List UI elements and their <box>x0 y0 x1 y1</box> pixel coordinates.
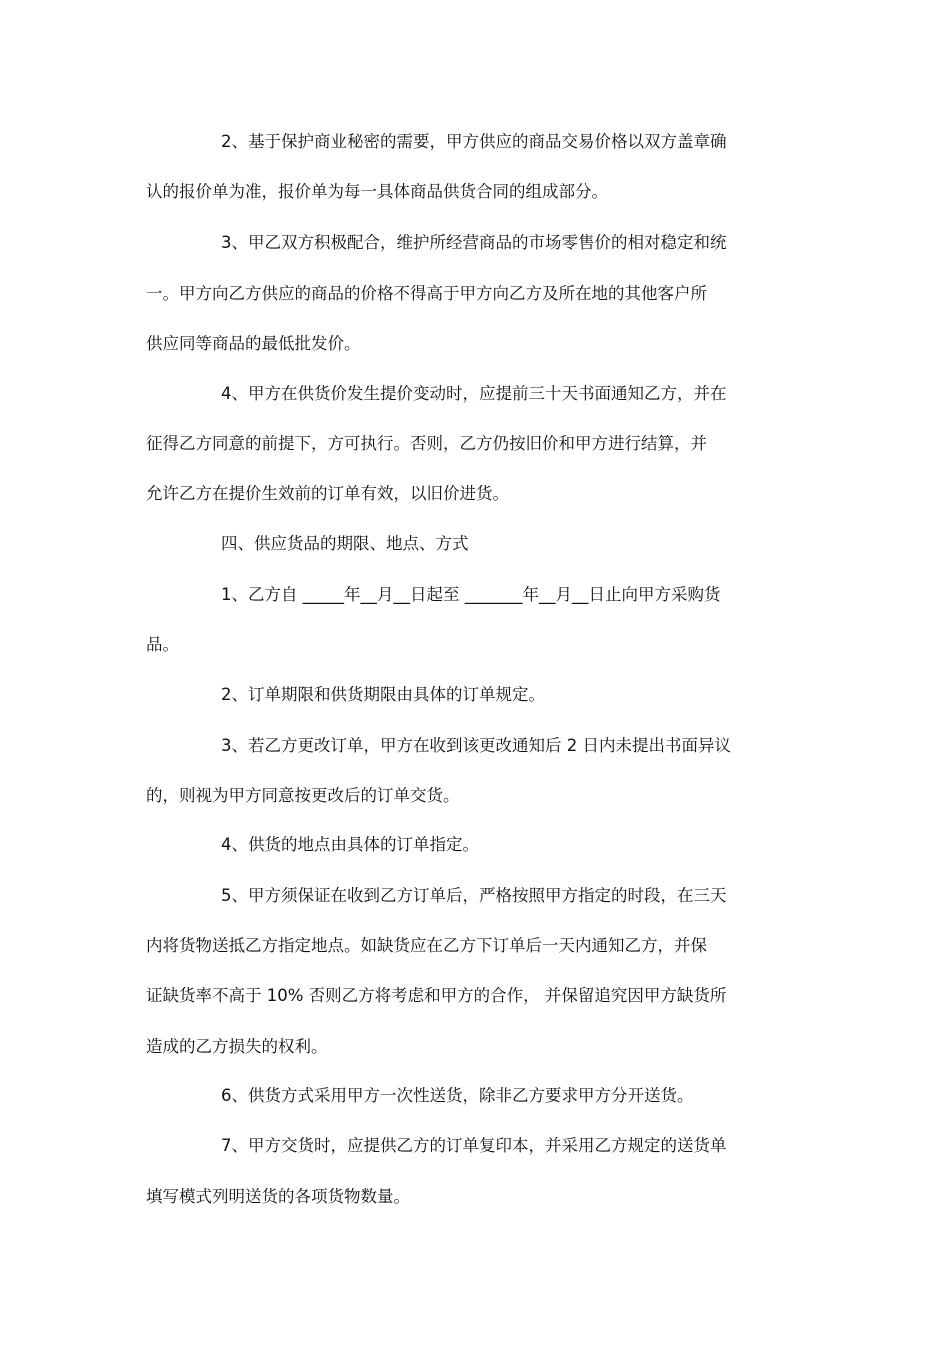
text-line: 6、供货方式采用甲方一次性送货，除非乙方要求甲方分开送货。 <box>221 1086 694 1105</box>
text-line: 填写模式列明送货的各项货物数量。 <box>146 1187 410 1206</box>
text-line: 证缺货率不高于 10% 否则乙方将考虑和甲方的合作， 并保留追究因甲方缺货所 <box>146 986 727 1005</box>
text-line: 认的报价单为准，报价单为每一具体商品供货合同的组成部分。 <box>146 182 608 201</box>
text-line: 一。甲方向乙方供应的商品的价格不得高于甲方向乙方及所在地的其他客户所 <box>146 284 707 303</box>
text-line: 品。 <box>146 635 179 654</box>
text-line: 2、基于保护商业秘密的需要，甲方供应的商品交易价格以双方盖章确 <box>221 132 727 151</box>
text-line: 3、甲乙双方积极配合，维护所经营商品的市场零售价的相对稳定和统 <box>221 233 727 252</box>
text-line: 5、甲方须保证在收到乙方订单后，严格按照甲方指定的时段，在三天 <box>221 886 727 905</box>
text-line: 内将货物送抵乙方指定地点。如缺货应在乙方下订单后一天内通知乙方，并保 <box>146 936 707 955</box>
text-line: 的，则视为甲方同意按更改后的订单交货。 <box>146 786 460 805</box>
text-line: 3、若乙方更改订单，甲方在收到该更改通知后 2 日内未提出书面异议 <box>221 736 731 755</box>
text-line: 2、订单期限和供货期限由具体的订单规定。 <box>221 685 545 704</box>
text-line: 征得乙方同意的前提下，方可执行。否则，乙方仍按旧价和甲方进行结算，并 <box>146 434 707 453</box>
section-heading: 四、供应货品的期限、地点、方式 <box>221 534 469 553</box>
text-line: 4、供货的地点由具体的订单指定。 <box>221 835 479 854</box>
text-line: 7、甲方交货时，应提供乙方的订单复印本，并采用乙方规定的送货单 <box>221 1136 727 1155</box>
text-line: 供应同等商品的最低批发价。 <box>146 334 361 353</box>
text-line: 允许乙方在提价生效前的订单有效，以旧价进货。 <box>146 484 509 503</box>
text-line: 4、甲方在供货价发生提价变动时，应提前三十天书面通知乙方，并在 <box>221 384 727 403</box>
text-line: 1、乙方自 _____年__月__日起至 _______年__月__日止向甲方采购货 <box>221 585 721 604</box>
text-line: 造成的乙方损失的权利。 <box>146 1037 328 1056</box>
